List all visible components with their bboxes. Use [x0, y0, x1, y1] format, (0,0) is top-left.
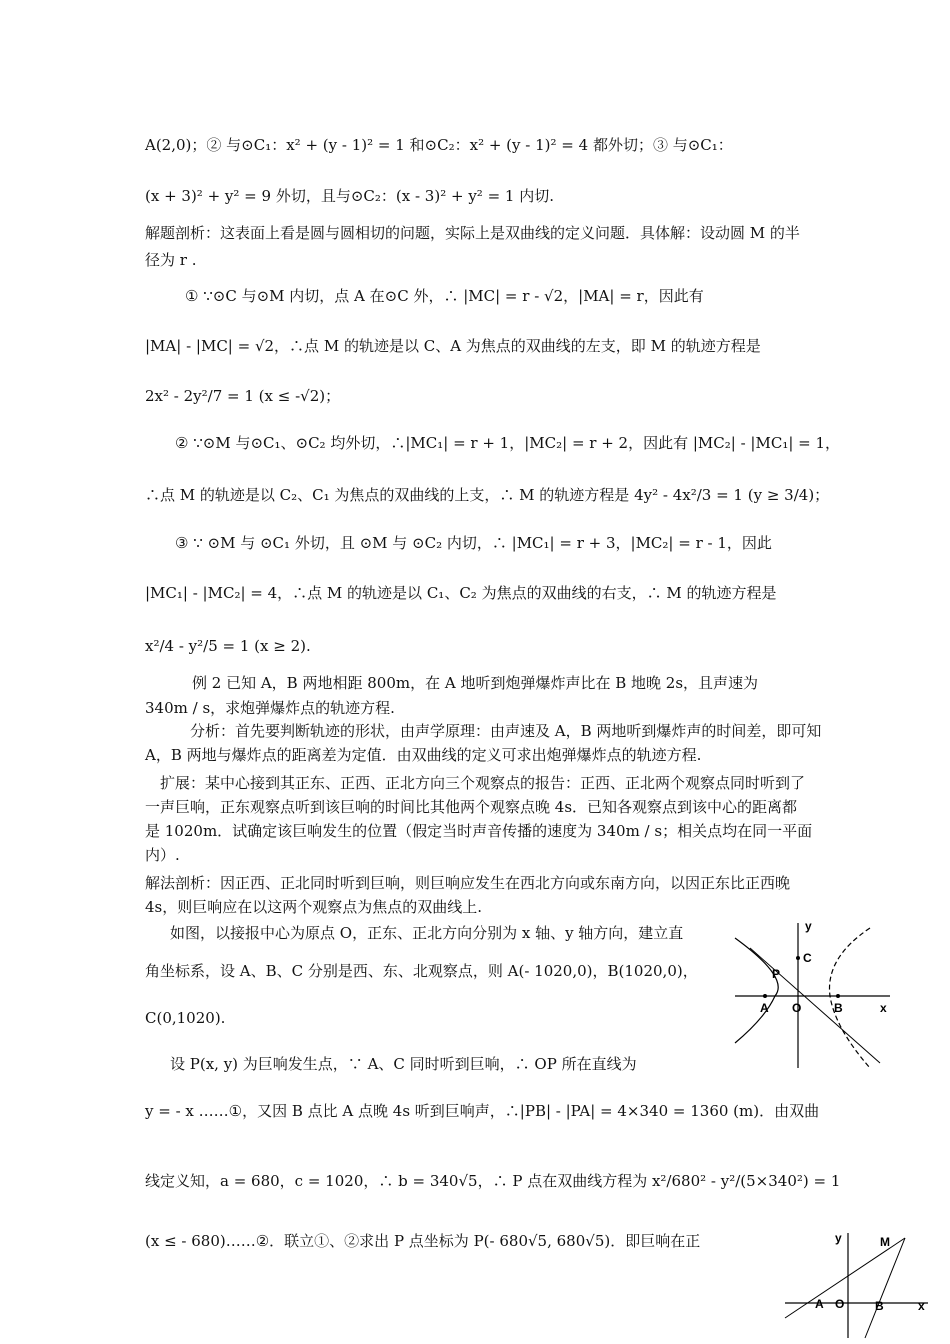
text-line-15: 分析：首先要判断轨迹的形状，由声学原理：由声速及 A，B 两地听到爆炸声的时间差，即可知 — [190, 722, 822, 740]
text-line-6: |MA| - |MC| = √2，∴点 M 的轨迹是以 C、A 为焦点的双曲线的左支，即 M 的轨迹方程是 — [145, 337, 761, 355]
label-y: y — [805, 919, 812, 933]
point-b — [836, 994, 840, 998]
label-b-2: B — [875, 1299, 884, 1313]
text-line-11: |MC₁| - |MC₂| = 4，∴点 M 的轨迹是以 C₁、C₂ 为焦点的双曲线的右支，∴ M 的轨迹方程是 — [145, 584, 777, 602]
label-p: P — [772, 967, 781, 981]
text-line-25: C(0,1020). — [145, 1009, 226, 1027]
label-a-2: A — [815, 1297, 824, 1311]
text-line-8: ② ∵⊙M 与⊙C₁、⊙C₂ 均外切，∴|MC₁| = r + 1，|MC₂| = r + 2，因此有 |MC₂| - |MC₁| = 1， — [175, 434, 841, 452]
text-line-10: ③ ∵ ⊙M 与 ⊙C₁ 外切，且 ⊙M 与 ⊙C₂ 内切，∴ |MC₁| = r + 3，|MC₂| = r - 1，因此 — [175, 534, 772, 552]
text-line-16: A，B 两地与爆炸点的距离差为定值．由双曲线的定义可求出炮弹爆炸点的轨迹方程. — [145, 746, 702, 764]
point-a — [763, 994, 767, 998]
text-line-21: 解法剖析：因正西、正北同时听到巨响，则巨响应发生在西北方向或东南方向，以因正东比正西晚 — [145, 874, 791, 892]
text-line-14: 340m / s，求炮弹爆炸点的轨迹方程. — [145, 699, 395, 717]
text-line-23: 如图，以接报中心为原点 O，正东、正北方向分别为 x 轴、y 轴方向，建立直 — [170, 924, 684, 942]
hyperbola-right-branch — [830, 928, 871, 1068]
text-line-1: A(2,0)；② 与⊙C₁：x² + (y - 1)² = 1 和⊙C₂：x² + (y - 1)² = 4 都外切；③ 与⊙C₁： — [145, 136, 733, 154]
text-line-3: 解题剖析：这表面上看是圆与圆相切的问题，实际上是双曲线的定义问题．具体解：设动圆 M 的半 — [145, 224, 800, 242]
text-line-4: 径为 r . — [145, 251, 197, 269]
label-y-2: y — [835, 1231, 842, 1245]
text-line-7: 2x² - 2y²/7 = 1 (x ≤ -√2)； — [145, 387, 341, 405]
text-line-17: 扩展：某中心接到其正东、正西、正北方向三个观察点的报告：正西、正北两个观察点同时听到了 — [160, 774, 806, 792]
line-bm — [865, 1238, 905, 1338]
text-line-27: y = - x ……①，又因 B 点比 A 点晚 4s 听到巨响声，∴|PB| - |PA| = 4×340 = 1360 (m)．由双曲 — [145, 1102, 820, 1120]
line-am — [785, 1238, 905, 1318]
text-line-20: 内）. — [145, 846, 180, 864]
label-x: x — [880, 1001, 887, 1015]
text-line-13: 例 2 已知 A，B 两地相距 800m，在 A 地听到炮弹爆炸声比在 B 地晚 2s，且声速为 — [192, 674, 759, 692]
label-b: B — [834, 1001, 843, 1015]
label-x-2: x — [918, 1299, 925, 1313]
label-c: C — [803, 951, 812, 965]
point-c — [796, 956, 800, 960]
text-line-29: (x ≤ - 680)……②．联立①、②求出 P 点坐标为 P(- 680√5, 680√5)．即巨响在正 — [145, 1232, 701, 1250]
text-line-28: 线定义知，a = 680，c = 1020，∴ b = 340√5，∴ P 点在双曲线方程为 x²/680² - y²/(5×340²) = 1 — [145, 1172, 841, 1190]
text-line-19: 是 1020m．试确定该巨响发生的位置（假定当时声音传播的速度为 340m / s；相关点均在同一平面 — [145, 822, 813, 840]
label-o-2: O — [835, 1297, 845, 1311]
text-line-2: (x + 3)² + y² = 9 外切，且与⊙C₂：(x - 3)² + y² = 1 内切. — [145, 187, 554, 205]
label-m: M — [880, 1235, 890, 1249]
label-o: O — [792, 1001, 802, 1015]
hyperbola-figure-svg — [730, 918, 900, 1073]
label-a: A — [760, 1001, 769, 1015]
text-line-24: 角坐标系，设 A、B、C 分别是西、东、北观察点，则 A(- 1020,0)，B(1020,0)， — [145, 962, 698, 980]
hyperbola-figure — [730, 918, 900, 1073]
text-line-12: x²/4 - y²/5 = 1 (x ≥ 2). — [145, 637, 311, 655]
lines-figure — [780, 1228, 930, 1340]
text-line-22: 4s，则巨响应在以这两个观察点为焦点的双曲线上. — [145, 898, 483, 916]
text-line-5: ① ∵⊙C 与⊙M 内切，点 A 在⊙C 外，∴ |MC| = r - √2，|MA| = r，因此有 — [185, 287, 704, 305]
text-line-18: 一声巨响，正东观察点听到该巨响的时间比其他两个观察点晚 4s．已知各观察点到该中心的距离都 — [145, 798, 798, 816]
text-line-9: ∴点 M 的轨迹是以 C₂、C₁ 为焦点的双曲线的上支，∴ M 的轨迹方程是 4y² - 4x²/3 = 1 (y ≥ 3/4)； — [145, 486, 830, 504]
text-line-26: 设 P(x, y) 为巨响发生点，∵ A、C 同时听到巨响，∴ OP 所在直线为 — [170, 1055, 637, 1073]
lines-figure-svg — [780, 1228, 930, 1340]
